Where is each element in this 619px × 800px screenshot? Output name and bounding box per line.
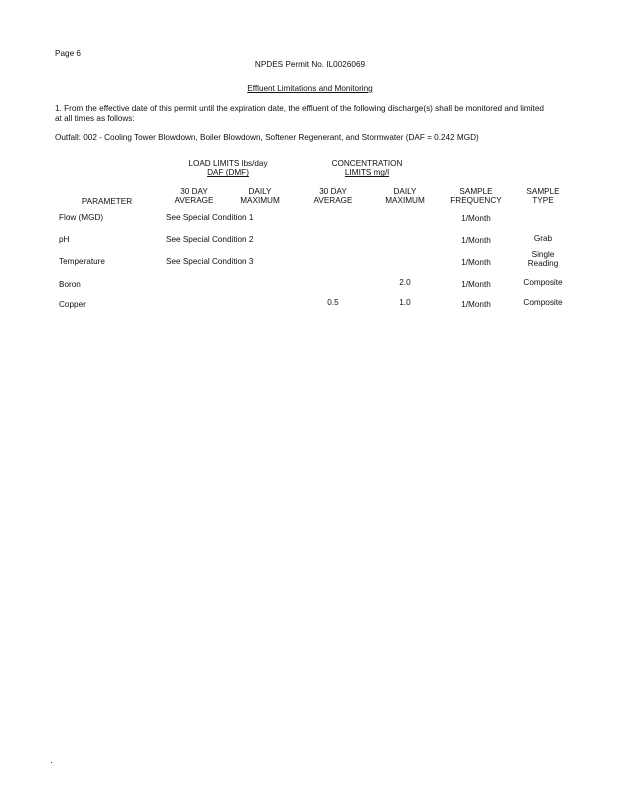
col-header-conc-30day — [314, 187, 353, 206]
col-header-type-line2: TYPE — [532, 196, 554, 206]
col-header-type-line1: SAMPLE — [526, 187, 560, 196]
load-limits-header-line1: LOAD LIMITS lbs/day — [188, 159, 268, 168]
intro-text-line1: 1. From the effective date of this permit until the expiration date, the effluent of the following discharge(s) shall be monitored and limited — [55, 104, 544, 113]
col-header-load-daily — [240, 187, 280, 206]
table-row-parameter: Flow (MGD) — [59, 213, 104, 222]
concentration-header-line1: CONCENTRATION — [331, 159, 403, 168]
table-row-frequency: 1/Month — [461, 280, 491, 289]
intro-text-line2: at all times as follows: — [55, 114, 135, 123]
col-header-frequency-line1: SAMPLE — [459, 187, 493, 196]
col-header-load-30day-line1: 30 DAY — [180, 187, 208, 196]
permit-title: NPDES Permit No. IL0026069 — [254, 60, 366, 69]
table-row-sample-type: Grab — [533, 234, 553, 243]
scan-speck — [51, 762, 52, 763]
table-row-parameter: Copper — [59, 300, 86, 309]
col-header-conc-daily-line2: MAXIMUM — [385, 196, 425, 206]
table-row-sample-type: Composite — [523, 298, 563, 307]
table-row-conc-30day: 0.5 — [327, 298, 339, 307]
col-header-conc-daily — [385, 187, 425, 206]
col-header-conc-30day-line1: 30 DAY — [319, 187, 347, 196]
table-row-frequency: 1/Month — [461, 258, 491, 267]
table-row-conc-daily: 1.0 — [399, 298, 411, 307]
col-header-conc-30day-line2: AVERAGE — [313, 196, 353, 206]
table-row-frequency: 1/Month — [461, 300, 491, 309]
concentration-header-line2: LIMITS mg/l — [344, 168, 390, 178]
table-row-conc-daily: 2.0 — [399, 278, 411, 287]
table-row-load-note: See Special Condition 1 — [166, 213, 254, 222]
col-header-load-30day — [175, 187, 214, 206]
col-header-parameter: PARAMETER — [81, 197, 133, 206]
col-header-frequency-line2: FREQUENCY — [450, 196, 502, 206]
table-row-frequency: 1/Month — [461, 236, 491, 245]
table-row-frequency: 1/Month — [461, 214, 491, 223]
concentration-header — [332, 159, 403, 178]
col-header-load-daily-line2: MAXIMUM — [240, 196, 280, 206]
load-limits-header — [188, 159, 267, 178]
page-label: Page 6 — [55, 49, 81, 58]
table-row-load-note: See Special Condition 2 — [166, 235, 254, 244]
outfall-description: Outfall: 002 - Cooling Tower Blowdown, Boiler Blowdown, Softener Regenerant, and Stormwater (DAF = 0.242 MGD) — [55, 133, 479, 142]
table-row-sample-type — [528, 250, 559, 269]
load-limits-header-line2: DAF (DMF) — [207, 168, 249, 178]
table-row-sample-type: Composite — [523, 278, 563, 287]
table-row-parameter: Temperature — [59, 257, 105, 266]
table-row-sample-type-line1: Single — [531, 250, 555, 259]
section-heading: Effluent Limitations and Monitoring — [247, 84, 373, 93]
table-row-sample-type-line2: Reading — [527, 259, 559, 269]
table-row-load-note: See Special Condition 3 — [166, 257, 254, 266]
col-header-conc-daily-line1: DAILY — [393, 187, 417, 196]
col-header-load-30day-line2: AVERAGE — [174, 196, 214, 206]
col-header-frequency — [450, 187, 501, 206]
col-header-load-daily-line1: DAILY — [248, 187, 272, 196]
table-row-parameter: Boron — [59, 280, 81, 289]
table-row-parameter: pH — [59, 235, 70, 244]
col-header-type — [526, 187, 559, 206]
